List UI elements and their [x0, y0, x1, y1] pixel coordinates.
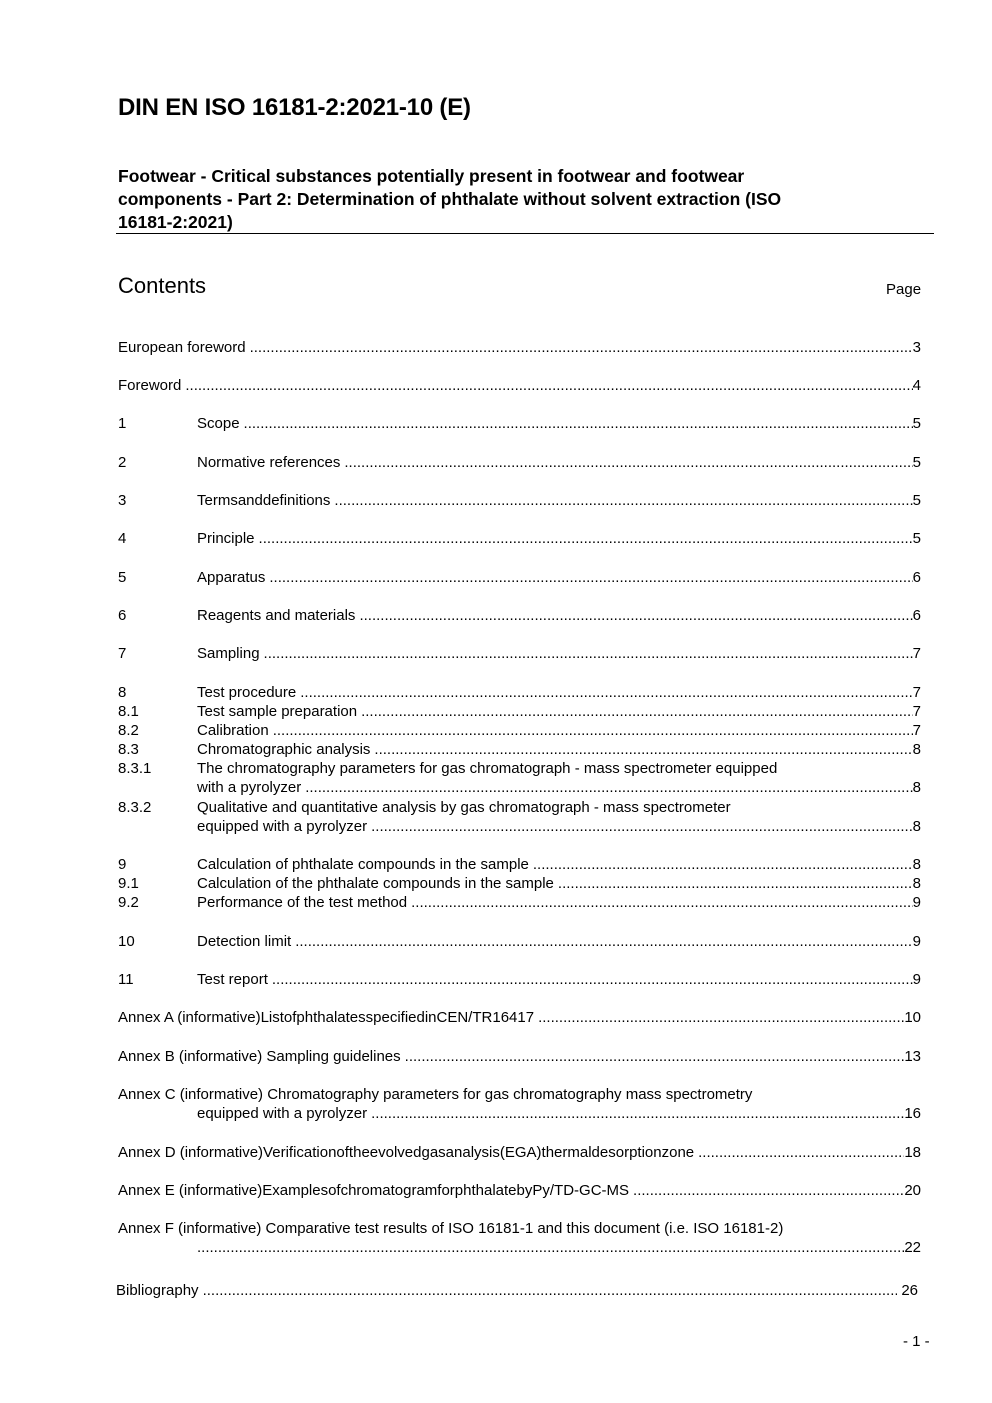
toc-title: The chromatography parameters for gas chromatograph - mass spectrometer equipped	[197, 760, 778, 777]
toc-page: 7	[912, 684, 921, 701]
toc-title: Principle	[197, 530, 255, 547]
toc-leader	[197, 1238, 904, 1257]
toc-page: 22	[904, 1239, 921, 1256]
toc-number: 9	[118, 856, 127, 873]
toc-number: 8	[118, 684, 127, 701]
title-divider	[116, 233, 934, 234]
toc-entry[interactable]	[118, 1047, 921, 1066]
document-id: DIN EN ISO 16181-2:2021-10 (E)	[118, 94, 471, 121]
toc-entry[interactable]	[118, 702, 921, 721]
toc-leader	[203, 1281, 898, 1300]
toc-title: Calculation of phthalate compounds in the sample	[197, 856, 529, 873]
toc-entry[interactable]	[118, 1181, 921, 1200]
toc-entry[interactable]	[118, 376, 921, 395]
toc-leader	[411, 893, 913, 912]
toc-entry[interactable]	[118, 874, 921, 893]
toc-title: Termsanddefinitions	[197, 492, 331, 509]
toc-number: 8.3.1	[118, 760, 152, 777]
toc-page: 6	[912, 569, 921, 586]
toc-leader	[558, 874, 913, 893]
toc-entry[interactable]	[118, 683, 921, 702]
toc-leader	[273, 721, 913, 740]
toc-entry[interactable]	[118, 893, 921, 912]
toc-entry[interactable]	[118, 491, 921, 510]
toc-page: 18	[904, 1144, 921, 1161]
toc-leader	[269, 568, 912, 587]
toc-entry[interactable]	[118, 970, 921, 989]
toc-entry[interactable]	[118, 529, 921, 548]
toc-page: 7	[912, 645, 921, 662]
toc-leader	[264, 644, 913, 663]
toc-title: Reagents and materials	[197, 607, 356, 624]
toc-page: 10	[904, 1009, 921, 1026]
toc-entry[interactable]	[116, 1281, 918, 1300]
toc-entry[interactable]	[118, 855, 921, 874]
toc-entry[interactable]	[118, 568, 921, 587]
toc-title: Bibliography	[116, 1282, 199, 1299]
toc-leader	[698, 1143, 904, 1162]
toc-number: 3	[118, 492, 127, 509]
toc-entry[interactable]	[118, 721, 921, 740]
toc-entry[interactable]	[118, 338, 921, 357]
toc-title: Scope	[197, 415, 240, 432]
toc-number: 8.3.2	[118, 799, 152, 816]
toc-entry[interactable]	[118, 1008, 921, 1027]
toc-title-continued: equipped with a pyrolyzer	[197, 818, 368, 835]
toc-number: 5	[118, 569, 127, 586]
toc-page: 6	[912, 607, 921, 624]
toc-number: 2	[118, 454, 127, 471]
toc-title: Performance of the test method	[197, 894, 408, 911]
toc-number: 8.2	[118, 722, 139, 739]
toc-page: 7	[912, 703, 921, 720]
subtitle-line: components - Part 2: Determination of phthalate without solvent extraction (ISO	[118, 189, 782, 209]
toc-leader	[374, 740, 912, 759]
toc-entry[interactable]	[118, 1143, 921, 1162]
toc-title: Annex F (informative) Comparative test results of ISO 16181-1 and this document (i.e. ISO 16181-2)	[118, 1220, 784, 1237]
toc-number: 6	[118, 607, 127, 624]
toc-leader	[272, 970, 913, 989]
toc-entry[interactable]	[118, 414, 921, 433]
toc-entry[interactable]	[118, 1219, 921, 1257]
toc-leader	[533, 855, 913, 874]
subtitle-line: 16181-2:2021)	[118, 212, 233, 232]
toc-leader	[334, 491, 912, 510]
toc-title: Annex C (informative) Chromatography parameters for gas chromatography mass spectrometry	[118, 1086, 753, 1103]
toc-number: 4	[118, 530, 127, 547]
toc-page: 26	[901, 1282, 918, 1299]
toc-leader	[344, 453, 912, 472]
toc-number: 8.3	[118, 741, 139, 758]
toc-title: Foreword	[118, 377, 182, 394]
toc-leader	[361, 702, 913, 721]
toc-page: 3	[912, 339, 921, 356]
toc-page: 5	[912, 454, 921, 471]
toc-title: Calibration	[197, 722, 269, 739]
toc-page: 9	[912, 933, 921, 950]
toc-page: 8	[912, 856, 921, 873]
toc-entry[interactable]	[118, 759, 921, 797]
toc-leader	[359, 606, 912, 625]
toc-title: Chromatographic analysis	[197, 741, 371, 758]
toc-title: Test procedure	[197, 684, 297, 701]
toc-title: Sampling	[197, 645, 260, 662]
toc-title: Annex A (informative)ListofphthalatesspecifiedinCEN/TR16417	[118, 1009, 535, 1026]
subtitle-line: Footwear - Critical substances potentially present in footwear and footwear	[118, 166, 745, 186]
toc-title: Detection limit	[197, 933, 292, 950]
toc-number: 8.1	[118, 703, 139, 720]
toc-title: Annex B (informative) Sampling guidelines	[118, 1048, 401, 1065]
toc-entry[interactable]	[118, 740, 921, 759]
toc-entry[interactable]	[118, 644, 921, 663]
toc-page: 4	[912, 377, 921, 394]
toc-leader	[295, 932, 912, 951]
toc-number: 9.2	[118, 894, 139, 911]
toc-entry[interactable]	[118, 932, 921, 951]
toc-leader	[300, 683, 912, 702]
document-subtitle	[118, 165, 918, 234]
toc-title: Qualitative and quantitative analysis by gas chromatograph - mass spectrometer	[197, 799, 731, 816]
toc-page: 9	[912, 971, 921, 988]
contents-heading: Contents	[118, 273, 207, 298]
toc-page: 16	[904, 1105, 921, 1122]
toc-page: 13	[904, 1048, 921, 1065]
toc-title: Annex D (informative)Verificationoftheevolvedgasanalysis(EGA)thermaldesorptionzone	[118, 1144, 695, 1161]
toc-leader	[244, 414, 913, 433]
toc-entry[interactable]	[118, 798, 921, 836]
toc-leader	[633, 1181, 904, 1200]
page-column-heading: Page	[886, 281, 922, 298]
toc-entry[interactable]	[118, 606, 921, 625]
toc-page: 8	[912, 741, 921, 758]
toc-number: 9.1	[118, 875, 139, 892]
toc-entry[interactable]	[118, 1085, 921, 1123]
toc-leader	[405, 1047, 905, 1066]
toc-page: 9	[912, 894, 921, 911]
toc-page: 8	[912, 779, 921, 796]
toc-page: 20	[904, 1182, 921, 1199]
toc-page: 8	[912, 818, 921, 835]
toc-title-continued: with a pyrolyzer	[197, 779, 302, 796]
toc-leader	[371, 1104, 904, 1123]
toc-title: Apparatus	[197, 569, 266, 586]
toc-number: 7	[118, 645, 127, 662]
toc-page: 5	[912, 492, 921, 509]
toc-title: European foreword	[118, 339, 246, 356]
toc-leader	[371, 817, 913, 836]
toc-leader	[250, 338, 913, 357]
toc-title: Annex E (informative)ExamplesofchromatogramforphthalatebyPy/TD-GC-MS	[118, 1182, 630, 1199]
toc-number: 11	[118, 971, 134, 988]
toc-title-continued: equipped with a pyrolyzer	[197, 1105, 368, 1122]
toc-leader	[538, 1008, 904, 1027]
toc-leader	[305, 778, 912, 797]
toc-title: Normative references	[197, 454, 341, 471]
toc-page: 5	[912, 415, 921, 432]
toc-leader	[185, 376, 912, 395]
toc-leader	[259, 529, 913, 548]
toc-title: Test sample preparation	[197, 703, 358, 720]
toc-page: 8	[912, 875, 921, 892]
toc-page: 5	[912, 530, 921, 547]
toc-number: 1	[118, 415, 127, 432]
toc-entry[interactable]	[118, 453, 921, 472]
toc-title: Test report	[197, 971, 268, 988]
toc-page: 7	[912, 722, 921, 739]
toc-title: Calculation of the phthalate compounds in the sample	[197, 875, 554, 892]
page-number: - 1 -	[903, 1333, 930, 1350]
toc-number: 10	[118, 933, 135, 950]
